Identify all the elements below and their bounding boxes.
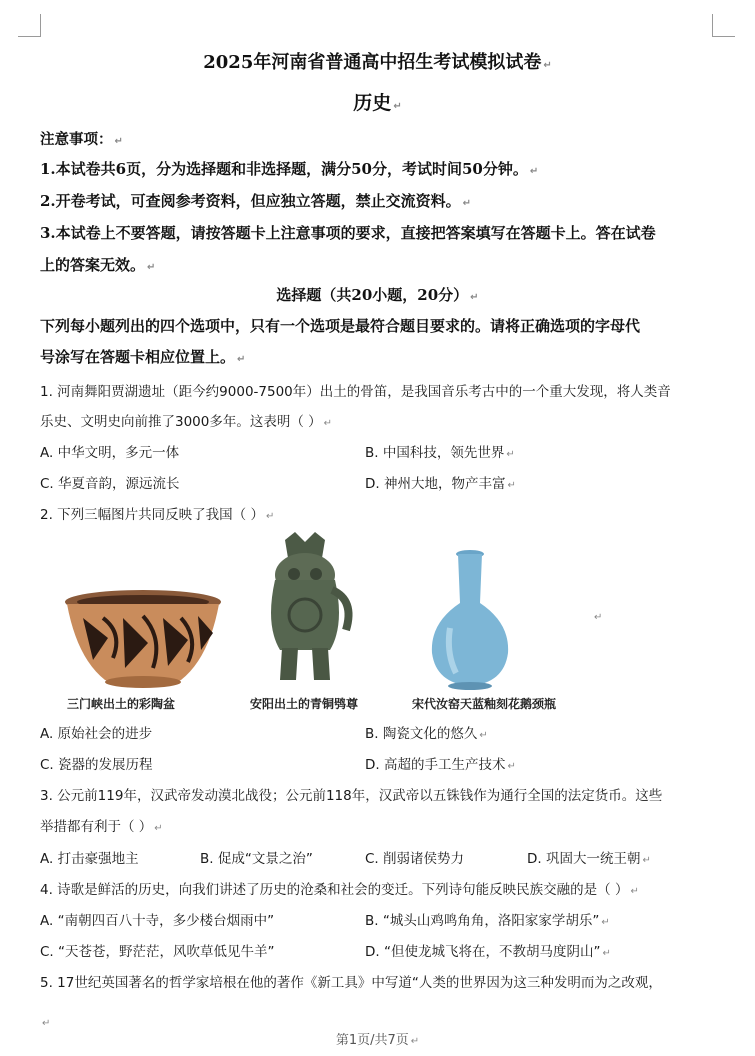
- option-a: A. 打击豪强地主: [40, 851, 139, 867]
- section-instructions: 下列每小题列出的四个选项中，只有一个选项是最符合题目要求的。请将正确选项的字母代: [40, 317, 641, 335]
- option-c: C. 瓷器的发展历程: [40, 757, 153, 773]
- paragraph-mark: ↵: [594, 612, 603, 623]
- notice-item: 3.本试卷上不要答题，请按答题卡上注意事项的要求，直接把答案填写在答题卡上。答在试卷: [40, 224, 656, 242]
- notice-item: 上的答案无效。 ↵: [40, 256, 156, 274]
- figure-row: [55, 540, 615, 710]
- figure-caption: 安阳出土的青铜鸮尊: [250, 697, 359, 711]
- option-b: B. 中国科技，领先世界 ↵: [365, 445, 515, 461]
- corner-mark-top-left: [18, 14, 41, 37]
- exam-title: 2025年河南省普通高中招生考试模拟试卷 ↵: [203, 52, 552, 73]
- notice-heading: 注意事项： ↵: [40, 131, 123, 148]
- question-stem: 1. 河南舞阳贾湖遗址（距今约9000-7500年）出土的骨笛，是我国音乐考古中的一个重大发现，将人类音: [40, 384, 671, 400]
- bronze-owl-zun-image: [250, 530, 360, 690]
- figure-caption: 宋代汝窑天蓝釉刻花鹅颈瓶: [412, 697, 557, 711]
- option-c: C. “天苍苍，野茫茫，风吹草低见牛羊”: [40, 944, 275, 960]
- option-d: D. “但使龙城飞将在，不教胡马度阴山” ↵: [365, 944, 611, 960]
- option-d: D. 神州大地，物产丰富 ↵: [365, 476, 516, 492]
- corner-mark-top-right: [712, 14, 735, 37]
- option-b: B. “城头山鸡鸣角角，洛阳家家学胡乐” ↵: [365, 913, 610, 929]
- option-b: B. 陶瓷文化的悠久 ↵: [365, 726, 488, 742]
- question-stem: 4. 诗歌是鲜活的历史，向我们讲述了历史的沧桑和社会的变迁。下列诗句能反映民族交融的是（ ） ↵: [40, 882, 639, 898]
- section-instructions: 号涂写在答题卡相应位置上。 ↵: [40, 348, 246, 366]
- question-stem: 5. 17世纪英国著名的哲学家培根在他的著作《新工具》中写道“人类的世界因为这三种发明而为之改观，: [40, 975, 662, 991]
- exam-subject: 历史 ↵: [353, 92, 402, 114]
- option-b: B. 促成“文景之治”: [200, 851, 313, 867]
- page-footer: 第1页/共7页 ↵: [335, 1033, 420, 1048]
- figure-caption: 三门峡出土的彩陶盆: [67, 697, 176, 711]
- question-stem: 3. 公元前119年，汉武帝发动漠北战役；公元前118年，汉武帝以五铢钱作为通行全国的法定货币。这些: [40, 788, 663, 804]
- paragraph-mark: ↵: [42, 1018, 51, 1029]
- option-a: A. 原始社会的进步: [40, 726, 153, 742]
- ru-kiln-vase-image: [420, 548, 520, 693]
- option-d: D. 巩固大一统王朝 ↵: [527, 851, 651, 867]
- question-stem: 举措都有利于（ ） ↵: [40, 819, 163, 835]
- section-title: 选择题（共20小题，20分） ↵: [276, 286, 479, 304]
- notice-item: 2.开卷考试，可查阅参考资料，但应独立答题，禁止交流资料。 ↵: [40, 192, 472, 210]
- question-stem: 乐史、文明史向前推了3000多年。这表明（ ） ↵: [40, 414, 333, 430]
- option-a: A. “南朝四百八十寺，多少楼台烟雨中”: [40, 913, 275, 929]
- option-d: D. 高超的手工生产技术 ↵: [365, 757, 516, 773]
- option-c: C. 削弱诸侯势力: [365, 851, 465, 867]
- painted-pottery-basin-image: [63, 588, 223, 693]
- notice-item: 1.本试卷共6页，分为选择题和非选择题，满分50分，考试时间50分钟。 ↵: [40, 160, 539, 178]
- question-stem: 2. 下列三幅图片共同反映了我国（ ） ↵: [40, 507, 275, 523]
- option-a: A. 中华文明，多元一体: [40, 445, 180, 461]
- option-c: C. 华夏音韵，源远流长: [40, 476, 180, 492]
